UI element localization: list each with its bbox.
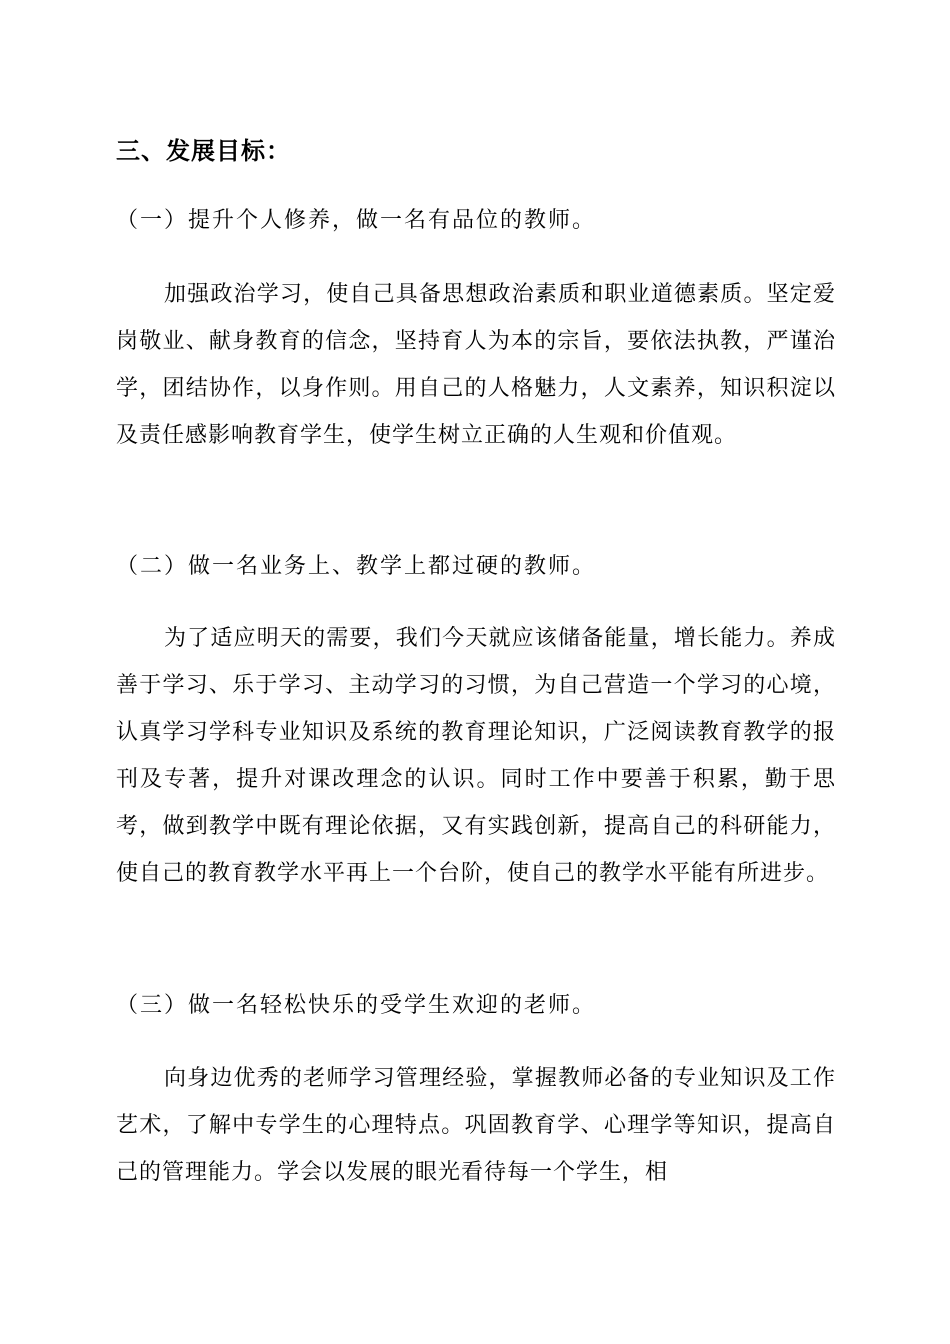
subheading-2: （二）做一名业务上、教学上都过硬的教师。: [116, 554, 597, 579]
paragraph-2: 为了适应明天的需要，我们今天就应该储备能量，增长能力。养成善于学习、乐于学习、主动学习的习惯，为自己营造一个学习的心境，认真学习学科专业知识及系统的教育理论知识，广泛阅读教育教学的报刊及专著，提升对课改理念的认识。同时工作中要善于积累，勤于思考，做到教学中既有理论依据，又有实践创新，提高自己的科研能力，使自己的教育教学水平再上一个台阶，使自己的教学水平能有所进步。: [116, 626, 836, 886]
subheading-1: （一）提升个人修养，做一名有品位的教师。: [116, 208, 597, 233]
subheading-3: （三）做一名轻松快乐的受学生欢迎的老师。: [116, 993, 597, 1018]
paragraph-3: 向身边优秀的老师学习管理经验，掌握教师必备的专业知识及工作艺术，了解中专学生的心理特点。巩固教育学、心理学等知识，提高自己的管理能力。学会以发展的眼光看待每一个学生，相: [116, 1066, 836, 1185]
section-heading: 三、发展目标：: [116, 136, 291, 165]
paragraph-1: 加强政治学习，使自己具备思想政治素质和职业道德素质。坚定爱岗敬业、献身教育的信念，坚持育人为本的宗旨，要依法执教，严谨治学，团结协作，以身作则。用自己的人格魅力，人文素养，知识积淀以及责任感影响教育学生，使学生树立正确的人生观和价值观。: [116, 282, 836, 448]
